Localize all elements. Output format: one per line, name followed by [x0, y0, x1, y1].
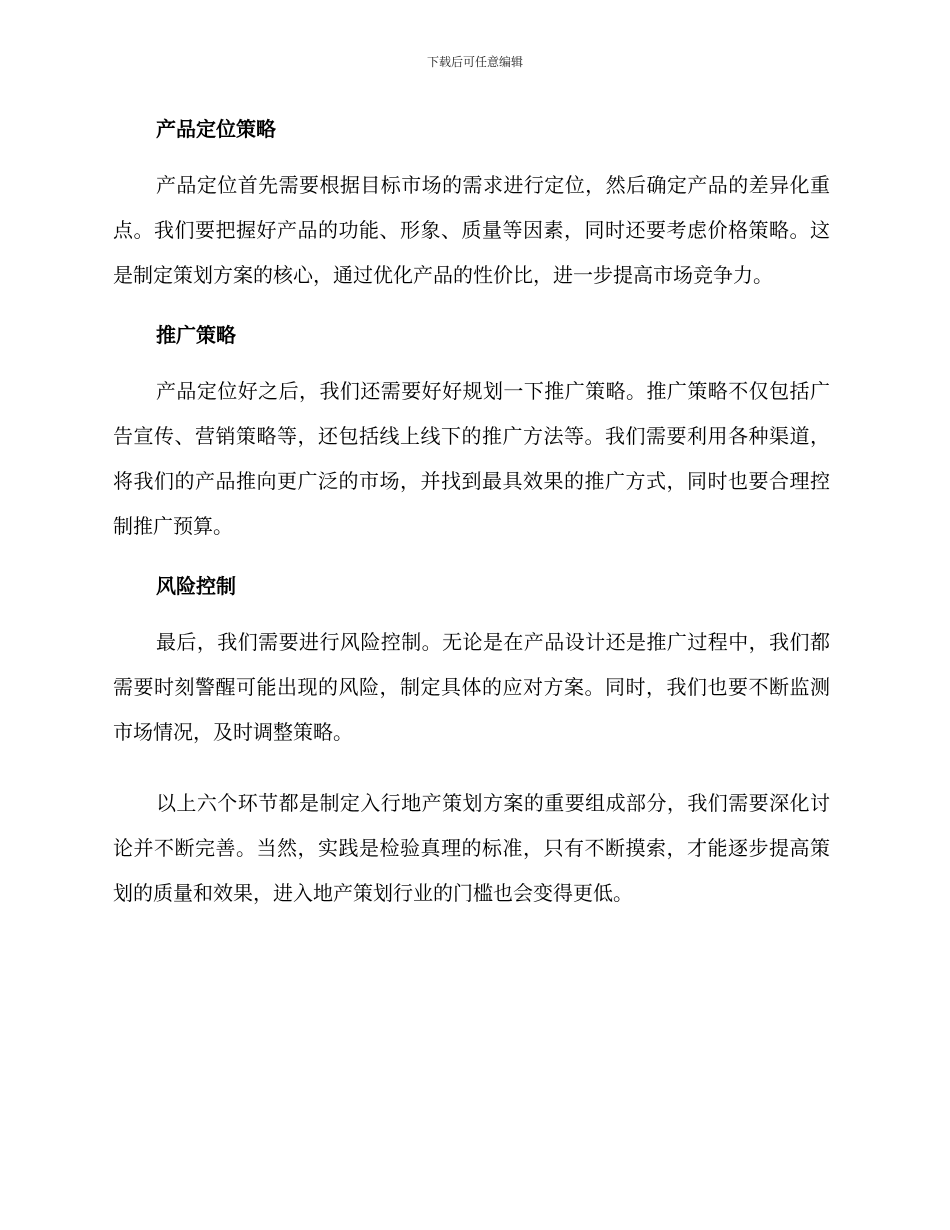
section-heading-product-positioning: 产品定位策略 [156, 117, 276, 141]
section-paragraph-risk-control: 最后，我们需要进行风险控制。无论是在产品设计还是推广过程中，我们都需要时刻警醒可能出现的风险，制定具体的应对方案。同时，我们也要不断监测市场情况，及时调整策略。 [113, 630, 830, 744]
section-paragraph-product-positioning: 产品定位首先需要根据目标市场的需求进行定位，然后确定产品的差异化重点。我们要把握好产品的功能、形象、质量等因素，同时还要考虑价格策略。这是制定策划方案的核心，通过优化产品的性价比，进一步提高市场竞争力。 [113, 173, 830, 287]
document-body [113, 112, 830, 916]
conclusion-paragraph: 以上六个环节都是制定入行地产策划方案的重要组成部分，我们需要深化讨论并不断完善。当然，实践是检验真理的标准，只有不断摸索，才能逐步提高策划的质量和效果，进入地产策划行业的门槛也会变得更低。 [113, 791, 830, 905]
section-heading-promotion: 推广策略 [156, 323, 236, 347]
page-header: 下载后可任意编辑 [426, 55, 523, 69]
section-paragraph-promotion: 产品定位好之后，我们还需要好好规划一下推广策略。推广策略不仅包括广告宣传、营销策略等，还包括线上线下的推广方法等。我们需要利用各种渠道，将我们的产品推向更广泛的市场，并找到最具效果的推广方式，同时也要合理控制推广预算。 [113, 379, 830, 538]
section-heading-risk-control: 风险控制 [156, 574, 236, 598]
